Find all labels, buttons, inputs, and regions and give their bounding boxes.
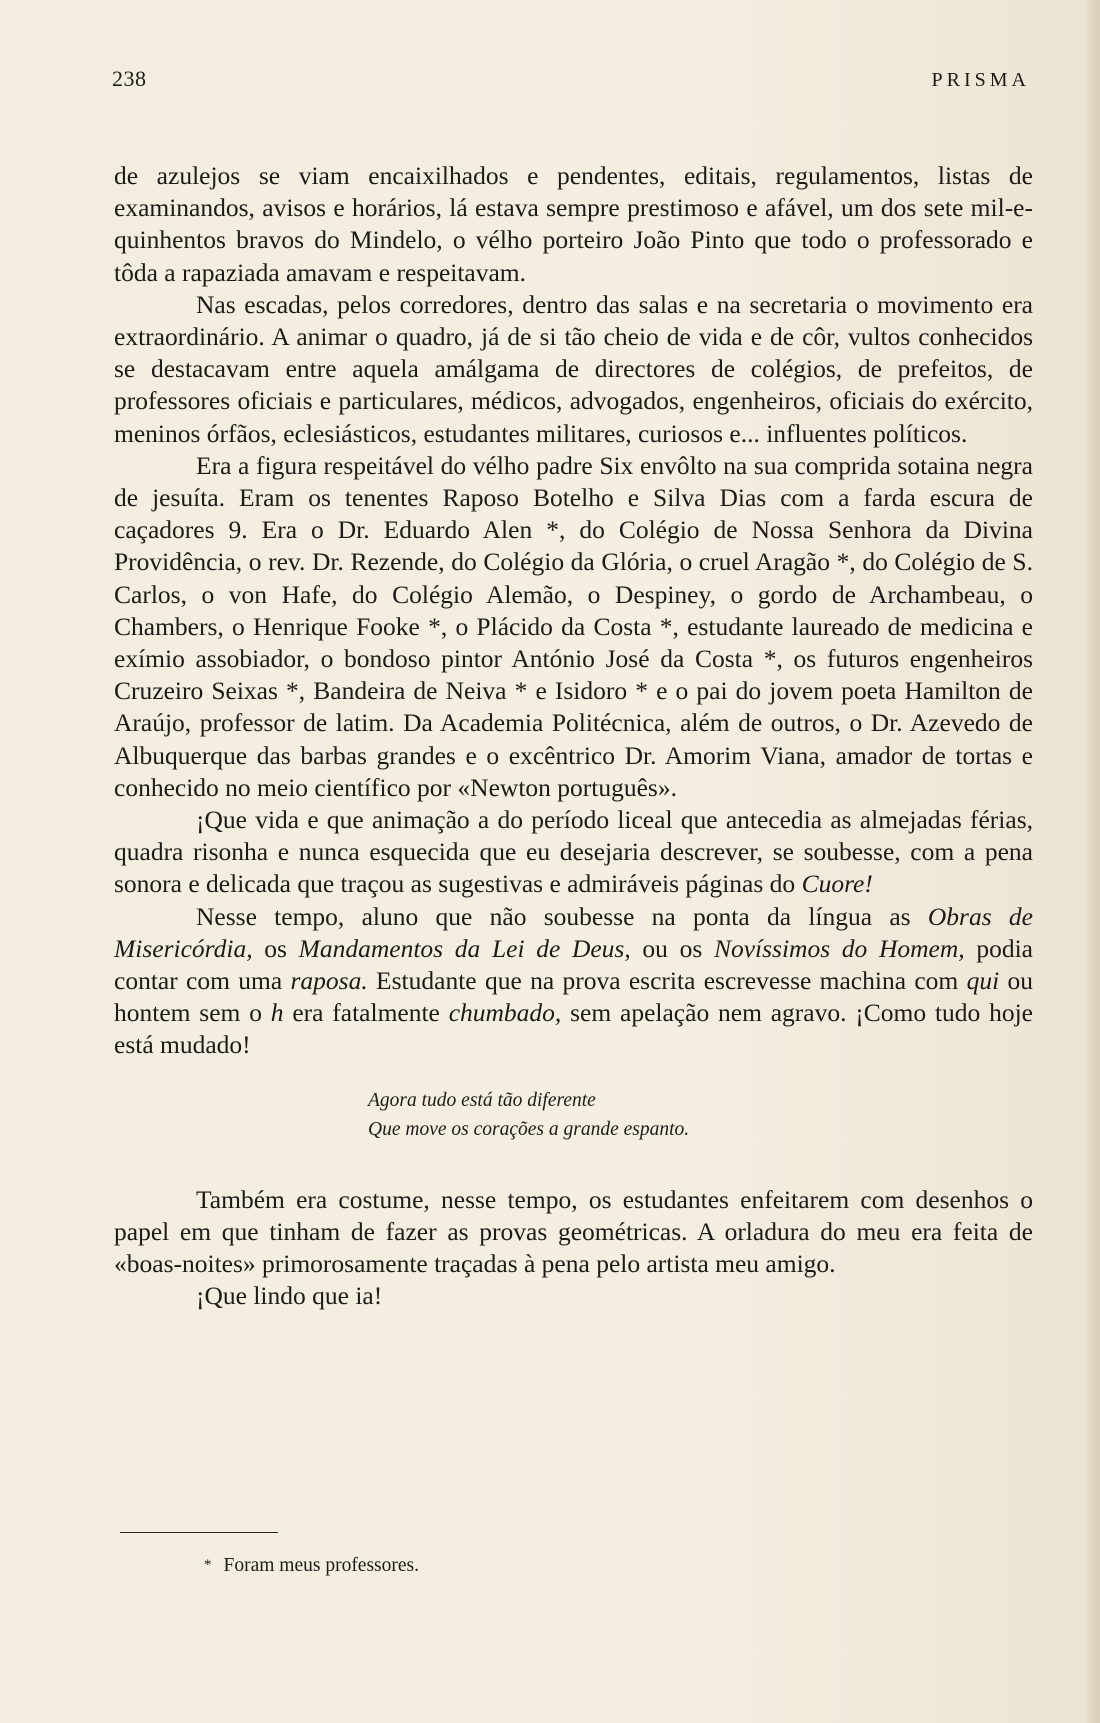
text-segment: podia contar com uma (114, 933, 1033, 996)
paragraph (114, 1184, 1033, 1281)
italic-text: Mandamentos da Lei de Deus, (298, 933, 631, 963)
italic-text: h (270, 998, 284, 1028)
footnote-mark: * (204, 1557, 212, 1573)
text-segment: ¡Que vida e que animação a do período liceal que antecedia as almejadas férias, quadra risonha e nunca esquecida que eu desejaria descrever, se soubesse, com a pena sonora e delicada que traçou as sugestivas e admiráveis páginas do (114, 805, 1033, 899)
italic-text: qui (966, 966, 1000, 996)
page-number: 238 (112, 66, 147, 91)
footnote (204, 1555, 419, 1577)
verse-line: Agora tudo está tão diferente (368, 1089, 596, 1111)
text-segment: Estudante que na prova escrita escrevesse machina com (367, 966, 967, 996)
page-edge (1086, 0, 1100, 1723)
page-header (112, 66, 1030, 96)
text-segment: Era a figura respeitável do vélho padre Six envôlto na sua comprida sotaina negra de jesuíta. Eram os tenentes Raposo Botelho e Silva Dias com a farda escura de caçadores 9. Era o Dr. Eduardo Alen *, do Colégio de Nossa Senhora da Divina Providência, o rev. Dr. Rezende, do Colégio da Glória, o cruel Aragão *, do Colégio de S. Carlos, o von Hafe, do Colégio Alemão, o Despiney, o gordo de Archambeau, o Chambers, o Henrique Fooke *, o Plácido da Costa *, estudante laureado de medicina e exímio assobiador, o bondoso pintor António José da Costa *, os futuros engenheiros Cruzeiro Seixas *, Bandeira de Neiva * e Isidoro * e o pai do jovem poeta Hamilton de Araújo, professor de latim. Da Academia Politécnica, além de outros, o Dr. Azevedo de Albuquerque das barbas grandes e o excêntrico Dr. Amorim Viana, amador de tortas e conhecido no meio científico por «Newton português». (114, 450, 1033, 802)
text-segment: ¡Que lindo que ia! (196, 1281, 383, 1311)
verse-line: Que move os corações a grande espanto. (368, 1118, 690, 1140)
footnote-text: Foram meus professores. (223, 1555, 420, 1576)
body-text (114, 160, 1033, 1313)
text-segment: ou os (630, 933, 714, 963)
footnote-rule (120, 1532, 278, 1533)
italic-text: Novíssimos do Homem, (713, 933, 965, 963)
italic-text: Obras de Misericórdia, (114, 901, 1033, 963)
italic-text: raposa. (290, 966, 368, 996)
text-segment: ou hontem sem o (114, 966, 1033, 1028)
text-segment: Também era costume, nesse tempo, os estudantes enfeitarem com desenhos o papel em que tinham de fazer as provas geométricas. A orladura do meu era feita de «boas-noites» primorosamente traçadas à pena pelo artista meu amigo. (114, 1184, 1033, 1279)
text-segment: Nas escadas, pelos corredores, dentro das salas e na secretaria o movimento era extraordinário. A animar o quadro, já de si tão cheio de vida e de côr, vultos conhecidos se destacavam entre aquela amálgama de directores de colégios, de prefeitos, de professores oficiais e particulares, médicos, advogados, engenheiros, oficiais do exército, meninos órfãos, eclesiásticos, estudantes militares, curiosos e... influentes políticos. (114, 289, 1033, 448)
paragraph (114, 804, 1033, 901)
italic-text: chumbado, (448, 998, 562, 1028)
paragraph (114, 160, 1033, 289)
paragraph (114, 901, 1033, 1062)
text-segment: os (252, 933, 299, 963)
paragraph (114, 450, 1033, 804)
paragraphs-before-verse (114, 160, 1033, 1062)
text-segment: Nesse tempo, aluno que não soubesse na ponta da língua as (196, 901, 928, 931)
italic-text: Cuore! (801, 869, 873, 899)
verse-quote (368, 1086, 1033, 1144)
text-segment: era fatalmente (283, 998, 449, 1028)
paragraphs-after-verse (114, 1184, 1033, 1313)
paragraph (114, 289, 1033, 450)
running-head: PRISMA (931, 69, 1030, 91)
text-segment: sem apelação nem agravo. ¡Como tudo hoje está mudado! (114, 998, 1033, 1060)
text-segment: de azulejos se viam encaixilhados e pendentes, editais, regulamentos, listas de examinandos, avisos e horários, lá estava sempre prestimoso e afável, um dos sete mil-e-quinhentos bravos do Mindelo, o vélho porteiro João Pinto que todo o professorado e tôda a rapaziada amavam e respeitavam. (114, 161, 1033, 287)
paragraph (114, 1280, 1033, 1312)
